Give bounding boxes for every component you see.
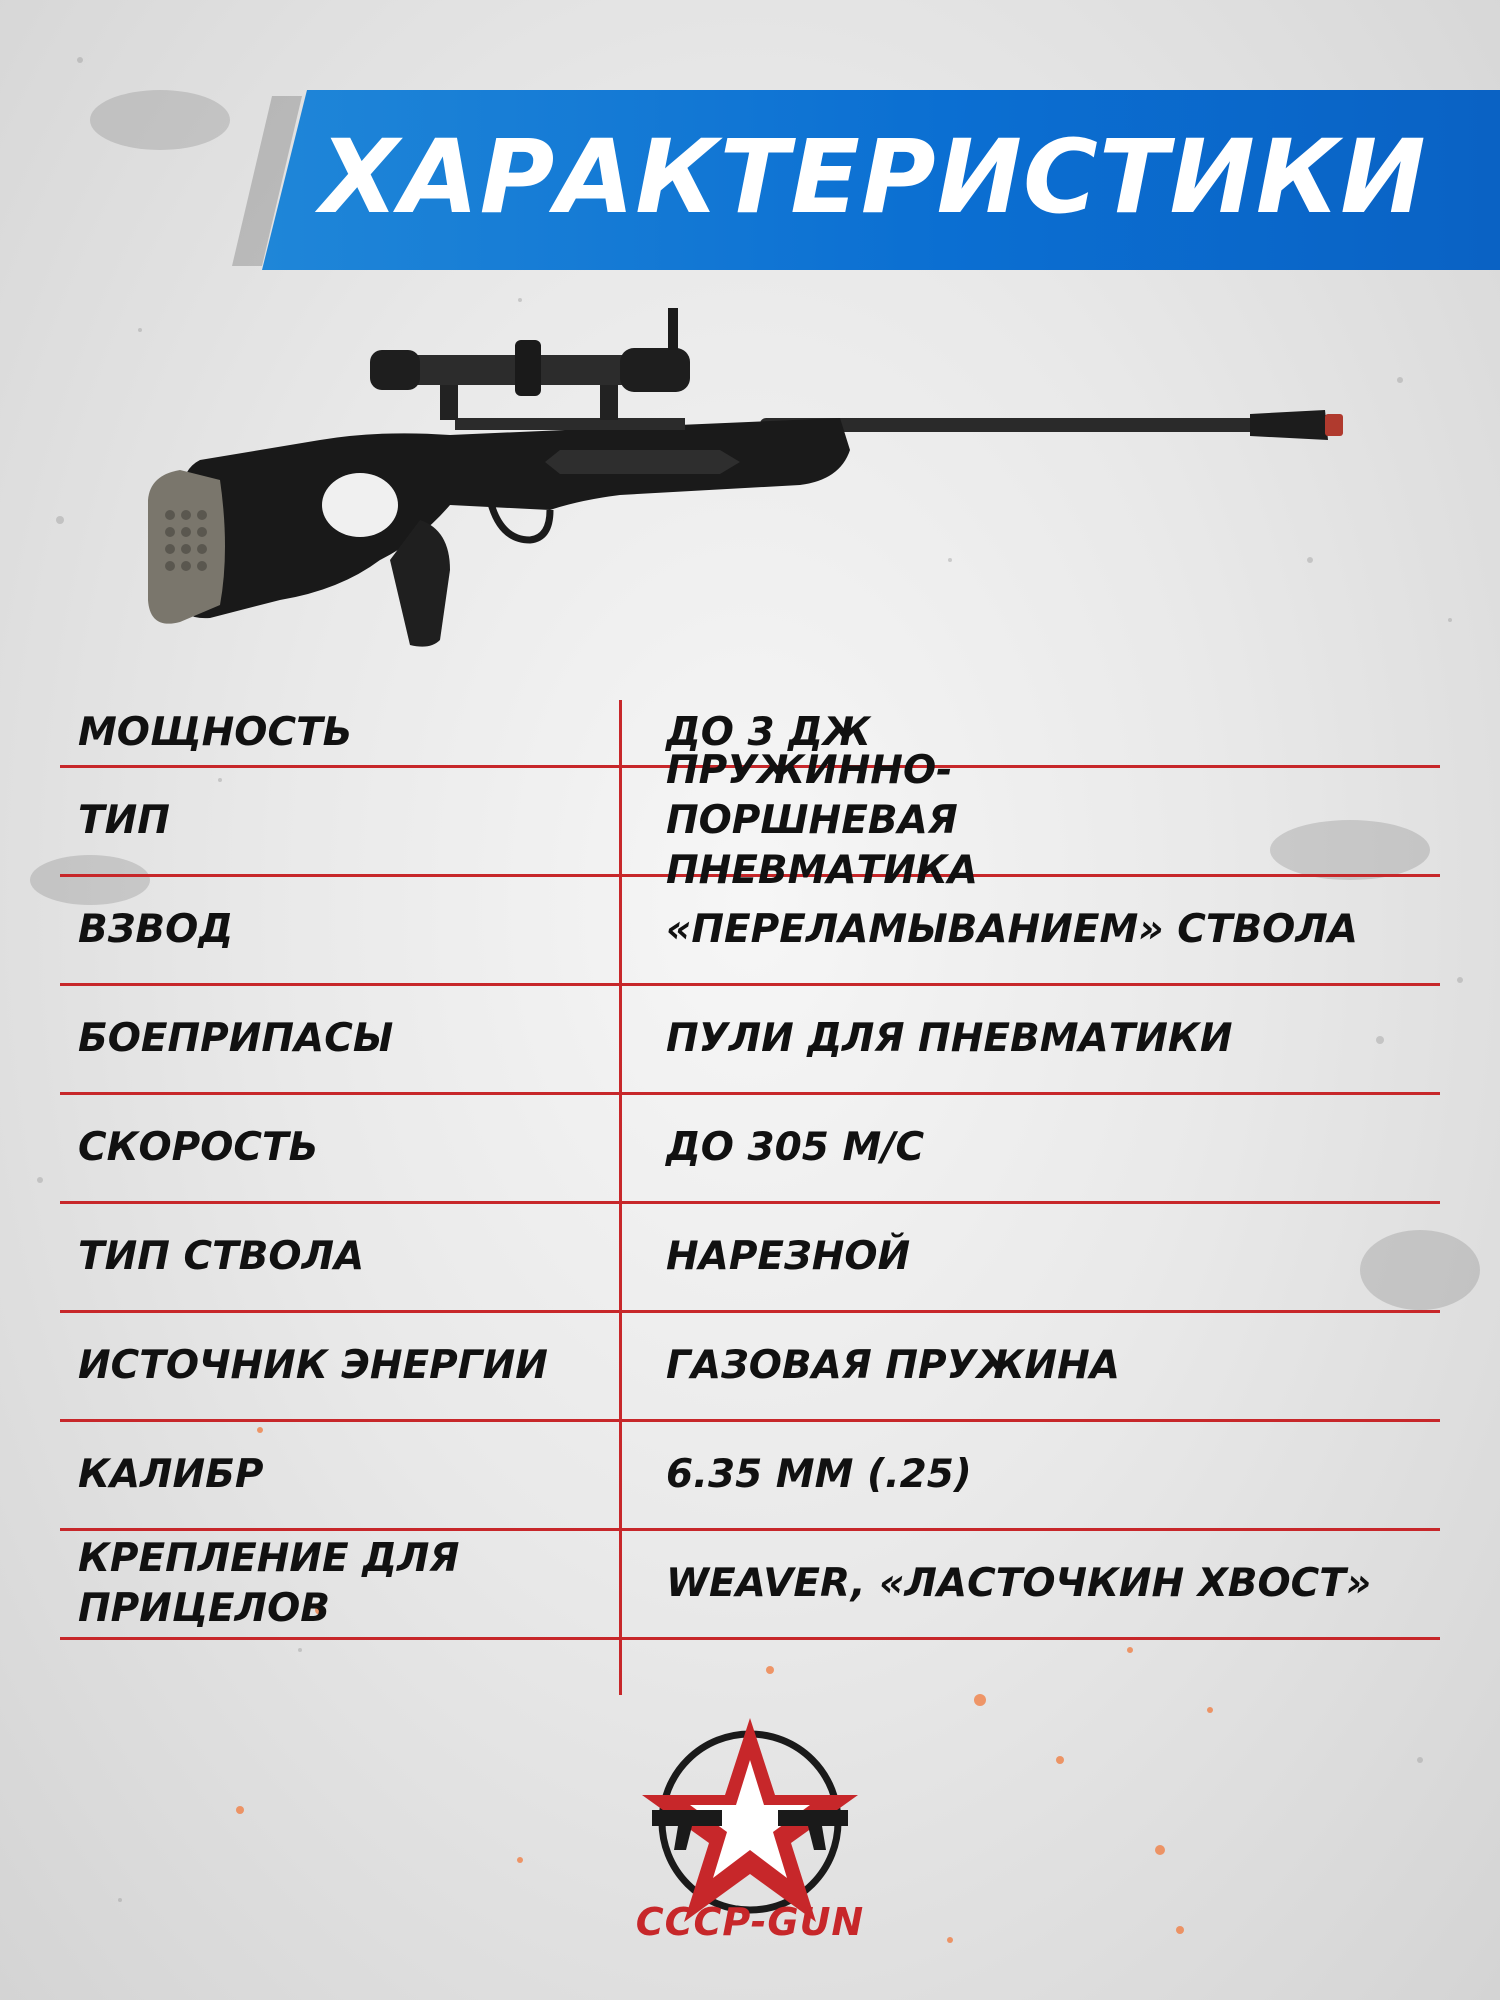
- spec-row: [60, 877, 1440, 986]
- spec-label: КРЕПЛЕНИЕ ДЛЯ ПРИЦЕЛОВ: [78, 1536, 460, 1631]
- specs-table: [60, 700, 1440, 1640]
- spec-label: БОЕПРИПАСЫ: [78, 1016, 394, 1061]
- spec-label: ИСТОЧНИК ЭНЕРГИИ: [78, 1343, 548, 1388]
- spec-row: [60, 1095, 1440, 1204]
- spec-row: [60, 1422, 1440, 1531]
- column-divider: [619, 700, 622, 1695]
- air-rifle-image: [120, 300, 1400, 720]
- spec-label: ВЗВОД: [78, 907, 234, 952]
- spec-value: 6.35 ММ (.25): [666, 1452, 972, 1497]
- spec-row: [60, 1204, 1440, 1313]
- spec-value: ДО 305 М/С: [666, 1125, 925, 1170]
- page-title: ХАРАКТЕРИСТИКИ: [320, 118, 1427, 237]
- spec-label: ТИП СТВОЛА: [78, 1234, 365, 1279]
- spec-value: WEAVER, «ЛАСТОЧКИН ХВОСТ»: [666, 1561, 1372, 1606]
- spec-row: [60, 748, 1440, 893]
- logo-text: CCCP-GUN: [635, 1900, 865, 1944]
- spec-label: СКОРОСТЬ: [78, 1125, 319, 1170]
- spec-value: ДО 3 ДЖ: [666, 709, 871, 755]
- spec-label: МОЩНОСТЬ: [78, 709, 353, 755]
- spec-row: [60, 1313, 1440, 1422]
- spec-value: ГАЗОВАЯ ПРУЖИНА: [666, 1343, 1120, 1388]
- spec-value: «ПЕРЕЛАМЫВАНИЕМ» СТВОЛА: [666, 907, 1358, 952]
- spec-label: КАЛИБР: [78, 1452, 264, 1497]
- spec-row: [60, 986, 1440, 1095]
- spec-value: НАРЕЗНОЙ: [666, 1234, 911, 1279]
- spec-value: ПРУЖИННО-ПОРШНЕВАЯ ПНЕВМАТИКА: [666, 748, 978, 893]
- spec-row: [60, 1531, 1440, 1640]
- spec-label: ТИП: [78, 798, 170, 843]
- spec-value: ПУЛИ ДЛЯ ПНЕВМАТИКИ: [666, 1016, 1233, 1061]
